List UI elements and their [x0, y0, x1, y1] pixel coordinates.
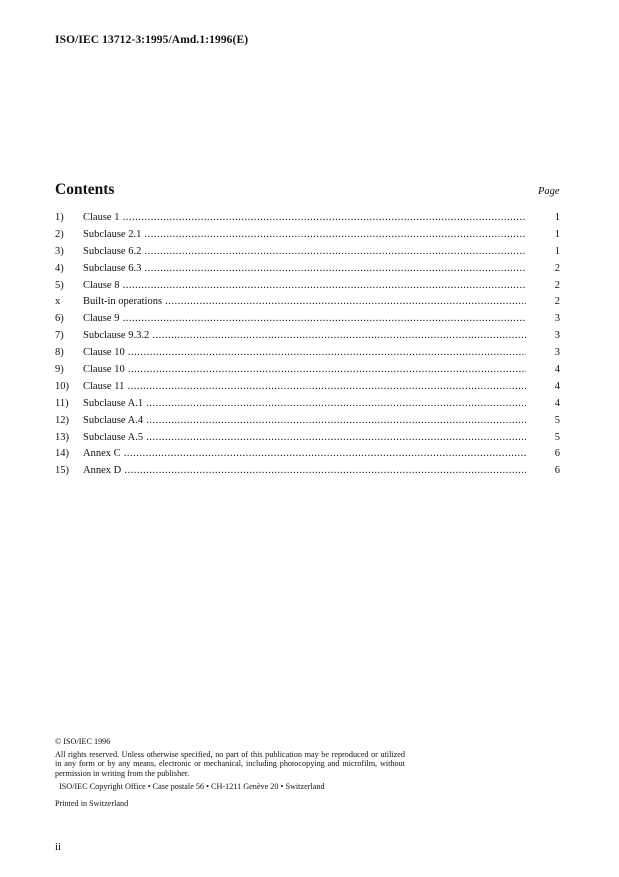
toc-entry-number: 2) — [55, 228, 64, 240]
toc-entry[interactable] — [55, 430, 560, 447]
toc-entry-title: Subclause A.1 ..... — [83, 396, 526, 413]
toc-entry-title: Subclause A.4 ..... — [83, 413, 526, 430]
toc-entry-title: Clause 8 ..... — [83, 278, 526, 295]
toc-entry-number: 1) — [55, 212, 64, 223]
copyright-block — [55, 737, 405, 809]
toc-entry-number: 12) — [55, 414, 69, 426]
toc-entry-title: Clause 11 ..... — [83, 379, 526, 396]
toc-entry-title: Clause 10 ..... — [83, 362, 526, 379]
toc-entry[interactable] — [55, 463, 560, 480]
document-header: ISO/IEC 13712-3:1995/Amd.1:1996(E) — [55, 34, 249, 46]
toc-entry-page: 4 — [554, 397, 560, 409]
toc-entry-page: 1 — [554, 245, 560, 257]
toc-entry-number: 6) — [55, 313, 64, 325]
toc-entry[interactable] — [55, 345, 560, 362]
toc-entry-number: 9) — [55, 364, 64, 376]
toc-entry[interactable] — [55, 244, 560, 261]
toc-entry-number: 8) — [55, 347, 64, 359]
toc-entry-number: 11) — [55, 397, 69, 409]
copyright-office-address: ISO/IEC Copyright Office • Case postale 56 • CH-1211 Genève 20 • Switzerland — [59, 782, 325, 792]
toc-entry[interactable] — [55, 413, 560, 430]
toc-entry[interactable] — [55, 294, 560, 311]
toc-entry[interactable] — [55, 210, 560, 227]
toc-entry-title: Subclause A.5 ..... — [83, 430, 526, 447]
contents-title: Contents — [55, 181, 115, 198]
toc-entry-page: 6 — [554, 448, 560, 460]
toc-entry-title: Annex D ..... — [83, 463, 526, 480]
page-column-label: Page — [538, 186, 560, 197]
toc-entry[interactable] — [55, 446, 560, 463]
rights-statement: All rights reserved. Unless otherwise specified, no part of this publication may be reproduced or utilized in any form or by any means, electronic or mechanical, including photocopying and microfilm, without permission in writing from the publisher. — [55, 749, 405, 778]
toc-entry-page: 1 — [554, 228, 560, 240]
toc-entry-page: 1 — [554, 212, 560, 223]
toc-entry-page: 3 — [554, 313, 560, 325]
toc-entry-page: 5 — [554, 414, 560, 426]
toc-entry-page: 5 — [554, 431, 560, 443]
toc-entry[interactable] — [55, 328, 560, 345]
toc-entry[interactable] — [55, 278, 560, 295]
toc-entry[interactable] — [55, 311, 560, 328]
toc-entry-title: Clause 10 ..... — [83, 345, 526, 362]
toc-entry-number: 15) — [55, 465, 69, 477]
toc-entry[interactable] — [55, 379, 560, 396]
toc-entry-page: 6 — [554, 465, 560, 477]
toc-entry-title: Clause 9 ..... — [83, 311, 526, 328]
toc-entry[interactable] — [55, 396, 560, 413]
toc-entry-page: 3 — [554, 330, 560, 342]
toc-entry-number: 3) — [55, 245, 64, 257]
toc-entry-page: 4 — [554, 364, 560, 376]
toc-entry-number: 5) — [55, 279, 64, 291]
copyright-notice: © ISO/IEC 1996 — [55, 737, 111, 746]
toc-entry-title: Annex C ..... — [83, 446, 526, 463]
toc-entry-number: 7) — [55, 330, 64, 342]
toc-entry-page: 2 — [554, 262, 560, 274]
toc-entry-number: 14) — [55, 448, 69, 460]
toc-entry-number: 13) — [55, 431, 69, 443]
table-of-contents — [55, 210, 560, 480]
toc-entry-title: Subclause 6.3 ..... — [83, 261, 526, 278]
toc-entry-number: 4) — [55, 262, 64, 274]
toc-entry-page: 3 — [554, 347, 560, 359]
page-number: ii — [55, 841, 62, 853]
toc-entry-number: x — [55, 296, 61, 308]
toc-entry-number: 10) — [55, 380, 69, 392]
toc-entry-page: 2 — [554, 296, 560, 308]
toc-entry[interactable] — [55, 227, 560, 244]
toc-entry-title: Subclause 6.2 ..... — [83, 244, 526, 261]
toc-entry[interactable] — [55, 362, 560, 379]
toc-entry-page: 2 — [554, 279, 560, 291]
printed-in: Printed in Switzerland — [55, 798, 129, 808]
toc-entry-title: Clause 1 ..... — [83, 210, 526, 227]
toc-entry-title: Subclause 9.3.2 ..... — [83, 328, 526, 345]
toc-entry[interactable] — [55, 261, 560, 278]
toc-entry-title: Subclause 2.1 ..... — [83, 227, 526, 244]
toc-entry-page: 4 — [554, 380, 560, 392]
toc-entry-title: Built-in operations ..... — [83, 294, 526, 311]
